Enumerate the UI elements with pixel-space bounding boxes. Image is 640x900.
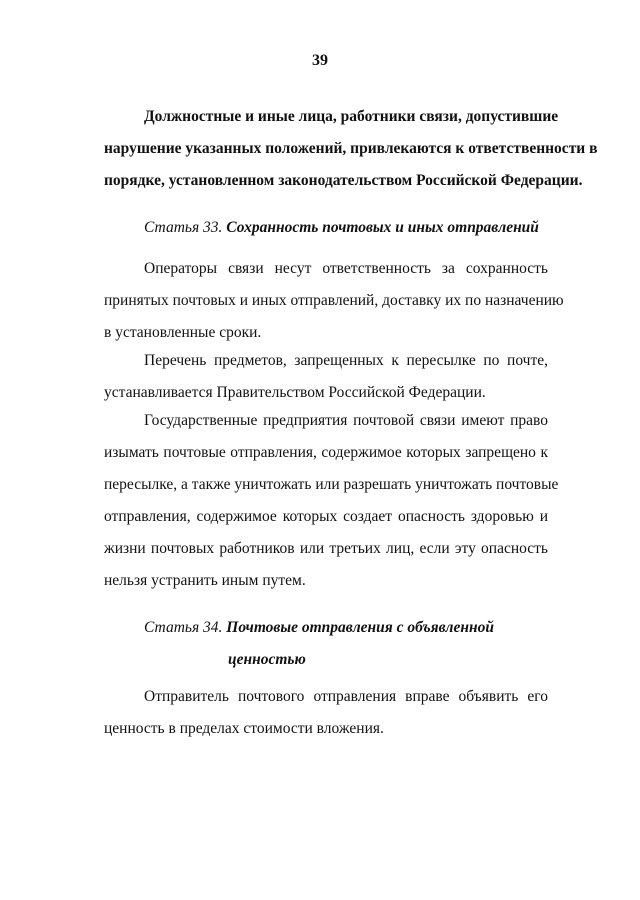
paragraph-operators [104, 253, 564, 349]
paragraph-line: Отправитель почтового отправления вправе объявить его [144, 688, 548, 705]
paragraph-liability [104, 101, 598, 197]
paragraph-line: жизни почтовых работников или третьих лиц, если эту опасность [104, 540, 548, 557]
paragraph-line: нельзя устранить иным путем. [104, 572, 306, 589]
article-34-title: Почтовые отправления с объявленной [226, 619, 494, 636]
paragraph-line: порядке, установленном законодательством Российской Федерации. [104, 172, 583, 189]
article-34-heading-continued [228, 644, 306, 676]
article-33-title: Сохранность почтовых и иных отправлений [226, 219, 539, 236]
article-34-label: Статья 34. [144, 619, 223, 636]
article-34-title-continued: ценностью [228, 651, 306, 668]
paragraph-declared-value [104, 681, 548, 745]
paragraph-line: Должностные и иные лица, работники связи, допустившие [144, 108, 559, 125]
article-34-heading [144, 612, 494, 644]
paragraph-line: изымать почтовые отправления, содержимое которых запрещено к [104, 444, 548, 461]
paragraph-line: Операторы связи несут ответственность за сохранность [144, 260, 548, 277]
paragraph-line: принятых почтовых и иных отправлений, доставку их по назначению [104, 292, 564, 309]
paragraph-line: нарушение указанных положений, привлекаются к ответственности в [104, 140, 598, 157]
paragraph-line: пересылке, а также уничтожать или разрешать уничтожать почтовые [104, 476, 559, 493]
paragraph-state-enterprises [104, 405, 559, 597]
paragraph-prohibited-items [104, 345, 548, 409]
paragraph-line: в установленные сроки. [104, 324, 262, 341]
paragraph-line: Государственные предприятия почтовой связи имеют право [144, 412, 548, 429]
article-33-label: Статья 33. [144, 219, 223, 236]
paragraph-line: ценность в пределах стоимости вложения. [104, 720, 384, 737]
page-number: 39 [312, 52, 328, 69]
paragraph-line: устанавливается Правительством Российской Федерации. [104, 384, 486, 401]
article-33-heading [144, 212, 539, 244]
paragraph-line: Перечень предметов, запрещенных к пересылке по почте, [144, 352, 548, 369]
paragraph-line: отправления, содержимое которых создает опасность здоровью и [104, 508, 548, 525]
